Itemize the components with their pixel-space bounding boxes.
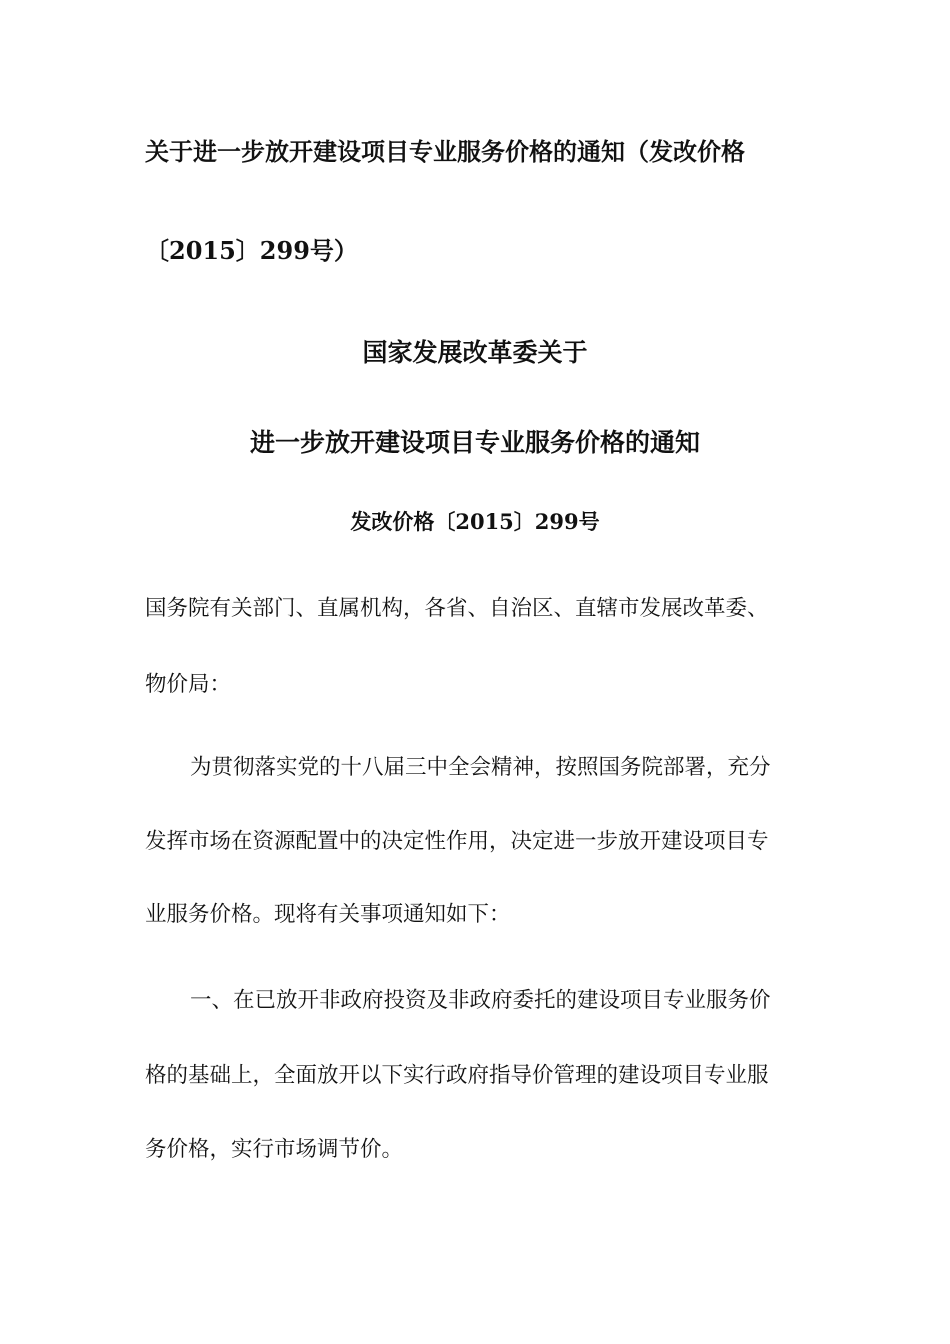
paragraph-1-line-3: 业服务价格。现将有关事项通知如下： [145,902,511,927]
document-number: 发改价格〔2015〕299号 [350,509,600,534]
recipients-line-1: 国务院有关部门、直属机构，各省、自治区、直辖市发展改革委、 [145,596,769,621]
paragraph-2-line-3: 务价格，实行市场调节价。 [145,1137,404,1162]
recipients-line-2: 物价局： [145,672,232,697]
paragraph-1-line-2: 发挥市场在资源配置中的决定性作用，决定进一步放开建设项目专 [145,829,769,854]
paragraph-2-line-2: 格的基础上，全面放开以下实行政府指导价管理的建设项目专业服 [145,1063,769,1088]
document-title-line-2: 〔2015〕299号） [145,236,358,265]
paragraph-2-line-1: 一、在已放开非政府投资及非政府委托的建设项目专业服务价 [190,988,771,1013]
notice-heading-line-1: 国家发展改革委关于 [362,338,588,367]
notice-heading-line-2: 进一步放开建设项目专业服务价格的通知 [249,428,700,457]
document-title-line-1: 关于进一步放开建设项目专业服务价格的通知（发改价格 [145,137,745,166]
paragraph-1-line-1: 为贯彻落实党的十八届三中全会精神，按照国务院部署，充分 [190,755,771,780]
